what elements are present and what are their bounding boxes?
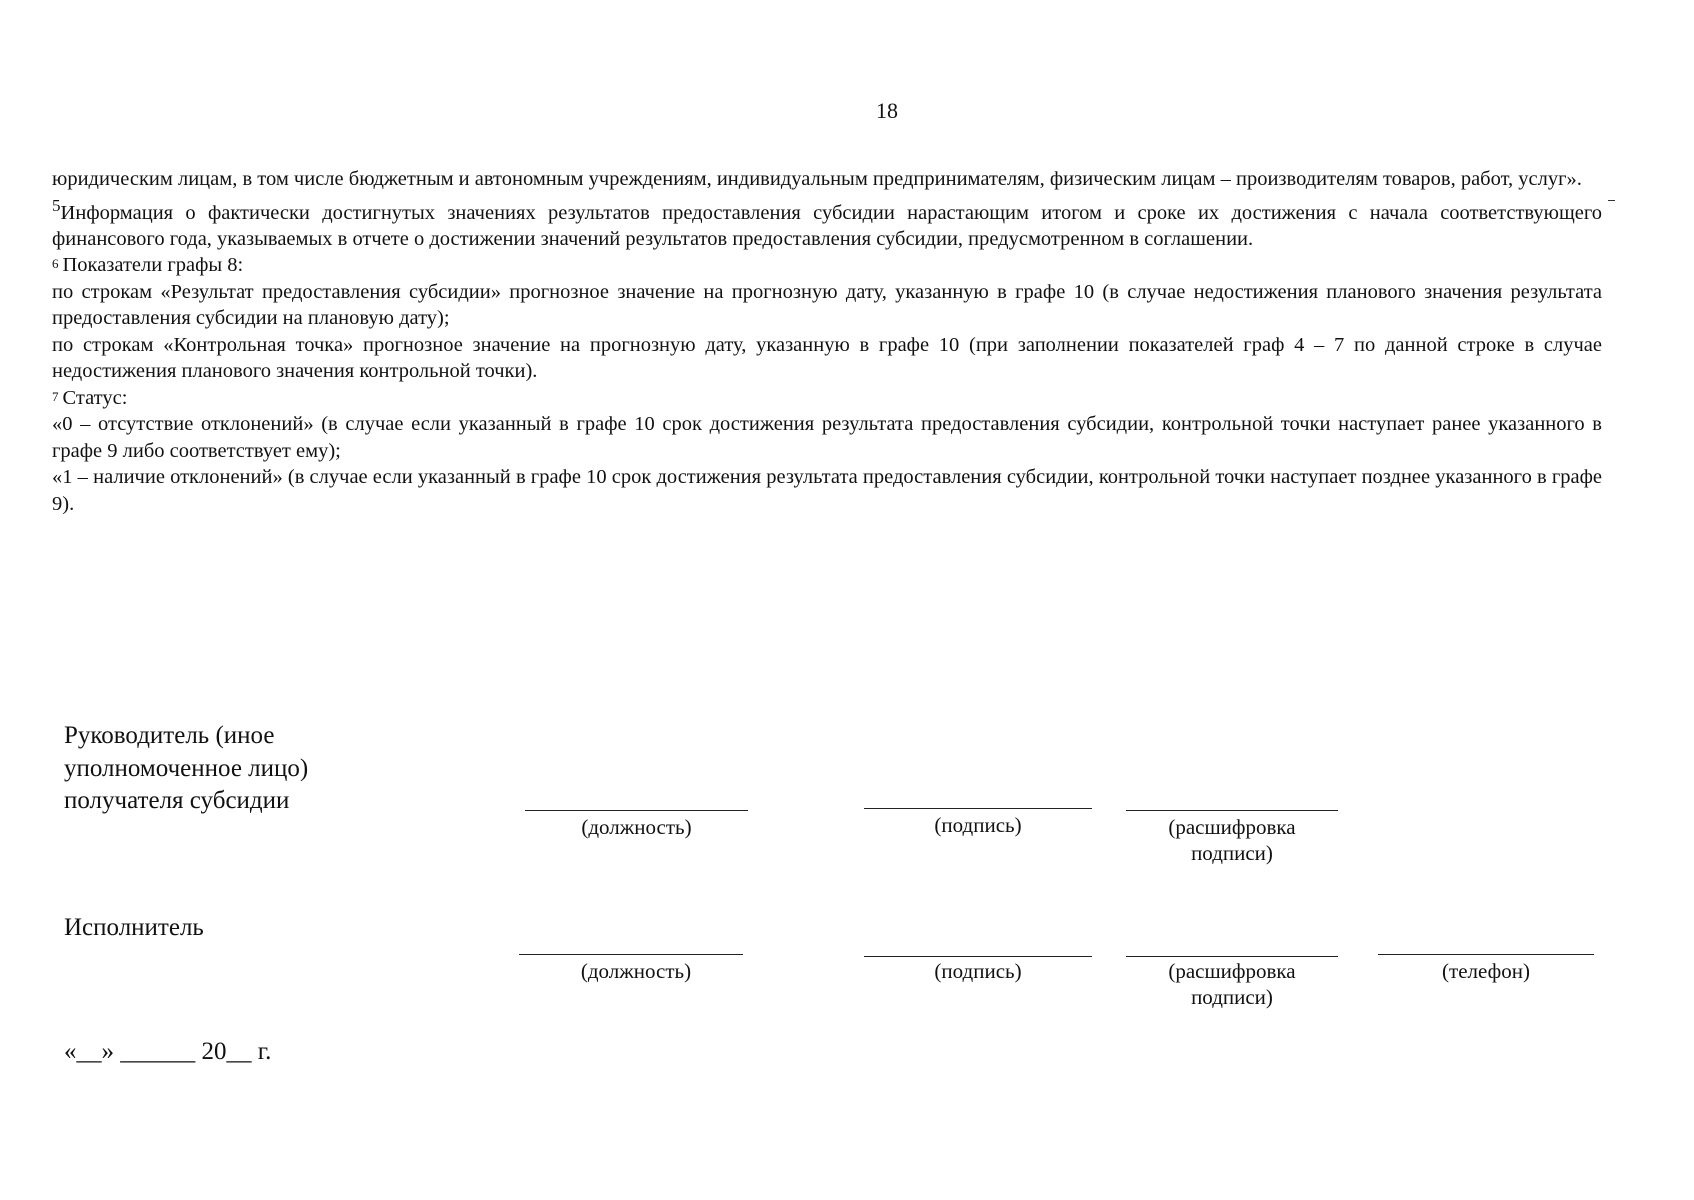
executor-decoding-caption-line-2: подписи) (1191, 985, 1273, 1009)
head-signature-line[interactable] (864, 808, 1092, 809)
footnote-5-text: Информация о фактически достигнутых значениях результатов предоставления субсидии нарастающим итогом и сроке их достижения с начала соответствующего финансового года, указываемых в отчете о достижении значений результатов предоставления субсидии, предусмотренном в соглашении. (52, 201, 1602, 250)
page-number: 18 (876, 98, 898, 123)
head-label-line-3: получателя субсидии (64, 787, 290, 814)
footnote-6-title-text: Показатели графы 8: (62, 254, 244, 277)
executor-position-line[interactable] (519, 954, 743, 955)
executor-phone-caption: (телефон) (1442, 959, 1530, 983)
executor-decoding-line[interactable] (1126, 956, 1338, 957)
head-decoding-line[interactable] (1126, 810, 1338, 811)
head-label-line-1: Руководитель (иное (64, 722, 275, 749)
footnote-7-item-1: «0 – отсутствие отклонений» (в случае если указанный в графе 10 срок достижения результата предоставления субсидии, контрольной точки наступает ранее указанного в графе 9 либо соответствует ему); (52, 413, 1602, 462)
footnote-5 (52, 193, 1602, 253)
executor-phone-line[interactable] (1378, 954, 1594, 955)
executor-label: Исполнитель (64, 914, 204, 941)
footnote-7-item-2: «1 – наличие отклонений» (в случае если указанный в графе 10 срок достижения результата предоставления субсидии, контрольной точки наступает позднее указанного в графе 9). (52, 466, 1602, 515)
footnote-7-title (52, 385, 1602, 412)
executor-signature-caption: (подпись) (934, 959, 1022, 983)
footnote-6-item-1: по строкам «Результат предоставления субсидии» прогнозное значение на прогнозную дату, указанную в графе 10 (в случае недостижения планового значения результата предоставления субсидии на плановую дату); (52, 280, 1602, 330)
executor-decoding-caption (1126, 958, 1338, 1010)
head-decoding-caption-line-2: подписи) (1191, 841, 1273, 865)
executor-position-caption: (должность) (580, 959, 692, 983)
footnote-continuation: юридическим лицам, в том числе бюджетным и автономным учреждениям, индивидуальным предпринимателям, физическим лицам – производителям товаров, работ, услуг». (52, 168, 1582, 190)
executor-signature-line[interactable] (864, 956, 1092, 957)
executor-decoding-caption-line-1: (расшифровка (1168, 959, 1296, 983)
footnote-5-marker: 5 (52, 195, 61, 215)
date-line[interactable]: «__» ______ 20__ г. (64, 1038, 272, 1065)
footnote-6-title (52, 252, 1602, 279)
scan-mark (1608, 200, 1615, 201)
head-position-caption: (должность) (581, 815, 692, 839)
head-signatory-label (64, 720, 308, 818)
head-signature-caption: (подпись) (934, 813, 1022, 837)
head-label-line-2: уполномоченное лицо) (64, 754, 309, 782)
head-decoding-caption (1126, 814, 1338, 866)
head-decoding-caption-line-1: (расшифровка (1168, 815, 1296, 839)
footnote-7-marker: 7 (52, 388, 59, 404)
footnote-6-item-2: по строкам «Контрольная точка» прогнозное значение на прогнозную дату, указанную в графе 10 (при заполнении показателей граф 4 – 7 по данной строке в случае недостижения планового значения контрольной точки). (52, 333, 1602, 383)
head-position-line[interactable] (525, 810, 748, 811)
footnotes-section (52, 166, 1602, 517)
footnote-7-title-text: Статус: (62, 386, 128, 409)
footnote-6-marker: 6 (52, 256, 59, 272)
